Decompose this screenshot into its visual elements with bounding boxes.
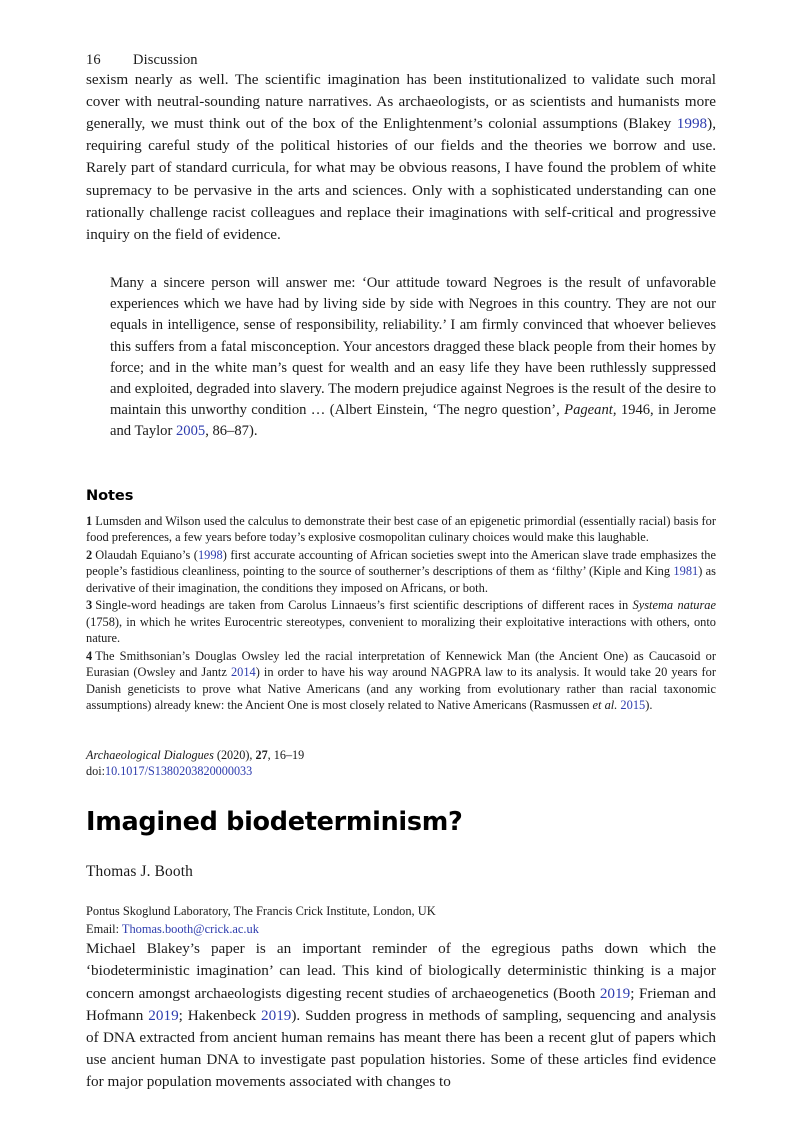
quote-text-segment: , 1946, in Jerome and Taylor (110, 402, 716, 440)
doi-line (86, 763, 716, 780)
journal-pages: , 16–19 (267, 747, 305, 762)
note-number: 1 (86, 513, 93, 528)
email-link[interactable]: Thomas.booth@crick.ac.uk (121, 921, 259, 936)
page-number: 16 (86, 52, 101, 68)
block-quote-einstein (86, 273, 716, 443)
note-italic-et-al: et al. (592, 698, 618, 713)
note-item-4 (86, 648, 716, 714)
note-number: 2 (86, 547, 93, 562)
citation-link-owsley-jantz-2014[interactable]: 2014 (230, 665, 256, 680)
author-affiliation-block (86, 903, 716, 938)
email-label: Email: (86, 921, 122, 936)
body-text-segment: ; Frieman and Hofmann (86, 984, 716, 1024)
citation-link-rasmussen-2015[interactable]: 2015 (620, 698, 646, 713)
note-text-segment: Lumsden and Wilson used the calculus to demonstrate their best case of an epigenetic primordial (essentially racial) basis for food preferences, a few years before today’s explosive cosmopolitan culinary choices would make this laughable. (86, 513, 716, 545)
citation-link-kiple-king-1981[interactable]: 1981 (673, 564, 699, 579)
citation-link-equiano-1998[interactable]: 1998 (197, 547, 223, 562)
note-text-segment: The Smithsonian’s Douglas Owsley led the racial interpretation of Kennewick Man (the Ancient One) as Caucasoid or Eurasian (Owsley and Jantz (86, 648, 716, 680)
quote-italic-pageant: Pageant (564, 402, 613, 419)
affiliation-line: Pontus Skoglund Laboratory, The Francis Crick Institute, London, UK (86, 904, 436, 919)
doi-link[interactable]: 10.1017/S1380203820000033 (104, 764, 253, 779)
running-head (86, 0, 716, 69)
doi-label: doi: (86, 764, 105, 779)
note-number: 3 (86, 598, 93, 613)
email-line (86, 921, 716, 939)
body-text-segment: sexism nearly as well. The scientific imagination has been institutionalized to validate such moral cover with neutral-sounding nature narratives. As archaeologists, or as scientists and humanists more generally, we must think out of the box of the Enlightenment’s colonial assumptions (Blakey (86, 71, 716, 133)
article-title: Imagined biodeterminism? (86, 806, 463, 837)
note-text-segment: ) as derivative of their imagination, the conditions they imposed on Africans, or both. (86, 564, 716, 595)
journal-volume: 27 (255, 747, 268, 762)
note-text-segment: ) first accurate accounting of African societies swept into the American slave trade emphasizes the people’s fastidious cleanliness, pointing to the source of southerner’s descriptions of them as ‘filthy’ (Kiple and King (86, 547, 716, 579)
note-item-1 (86, 513, 716, 546)
citation-link-frieman-hofmann-2019[interactable]: 2019 (148, 1006, 179, 1024)
journal-year: (2020), (216, 747, 253, 762)
quote-text-segment: Many a sincere person will answer me: ‘Our attitude toward Negroes is the result of unfavorable experiences which we have had by living side by side with Negroes in this country. They are not our equals in intelligence, sense of responsibility, reliability.’ I am firmly convinced that whoever believes this suffers from a fatal misconception. Your ancestors dragged these black people from their homes by force; and in the white man’s quest for wealth and an easy life they have been ruthlessly suppressed and exploited, degraded into slavery. The modern prejudice against Negroes is the result of the desire to maintain this unworthy condition … (Albert Einstein, ‘The negro question’, (110, 274, 716, 419)
citation-link-jerome-taylor-2005[interactable]: 2005 (176, 423, 206, 440)
journal-citation-line (86, 747, 716, 764)
note-number: 4 (86, 648, 93, 663)
note-text-segment: ) in order to have his way around NAGPRA law to its analysis. It would take 20 years for Danish geneticists to prove what Native Americans (and any working from evolutionary rather than racial taxonomic assumptions) already knew: the Ancient One is most closely related to Native Americans (Rasmussen (86, 665, 716, 713)
page-content-column (86, 0, 716, 1093)
journal-citation-block (86, 747, 716, 780)
body-text-segment: ; Hakenbeck (178, 1006, 261, 1024)
note-item-3 (86, 597, 716, 647)
citation-link-booth-2019[interactable]: 2019 (599, 984, 631, 1002)
journal-name: Archaeological Dialogues (86, 747, 214, 762)
citation-link-hakenbeck-2019[interactable]: 2019 (261, 1006, 292, 1024)
note-text-segment: ). (645, 698, 653, 713)
body-text-segment: ), requiring careful study of the political histories of our fields and the theories we borrow and use. Rarely part of standard curricula, for what may be obvious reasons, I have found the problem of white supremacy to be pervasive in the arts and sciences. Only with a sophisticated understanding can one rationally challenge racist colleagues and replace their imaginations with self-critical and progressive inquiry on the field of evidence. (86, 115, 716, 243)
note-text-segment: Single-word headings are taken from Carolus Linnaeus’s first scientific descriptions of different races in (95, 598, 633, 613)
lead-paragraph (86, 938, 716, 1093)
notes-heading: Notes (86, 486, 134, 504)
citation-link-blakey-1998[interactable]: 1998 (676, 115, 708, 133)
note-italic-systema-naturae: Systema naturae (632, 598, 716, 613)
body-paragraph-continued (86, 69, 716, 246)
note-item-2 (86, 547, 716, 597)
article-author: Thomas J. Booth (86, 863, 193, 881)
note-text-segment: Olaudah Equiano’s ( (95, 547, 198, 562)
note-text-segment: (1758), in which he writes Eurocentric stereotypes, convenient to moralizing their exploitative interactions with others, onto nature. (86, 614, 716, 646)
running-head-section: Discussion (133, 52, 198, 68)
body-text-segment: ). Sudden progress in methods of sampling, sequencing and analysis of DNA extracted from ancient human remains has meant there has been a recent glut of papers which use ancient human DNA to investigate past population histories. Some of these articles find evidence for major population movements associated with changes to (86, 1006, 716, 1090)
quote-text-segment: , 86–87). (205, 423, 258, 440)
body-text-segment: Michael Blakey’s paper is an important reminder of the egregious paths down which the ‘biodeterministic imagination’ can lead. This kind of biologically deterministic thinking is a major concern amongst archaeologists digesting recent studies of archaeogenetics (Booth (86, 940, 716, 1002)
